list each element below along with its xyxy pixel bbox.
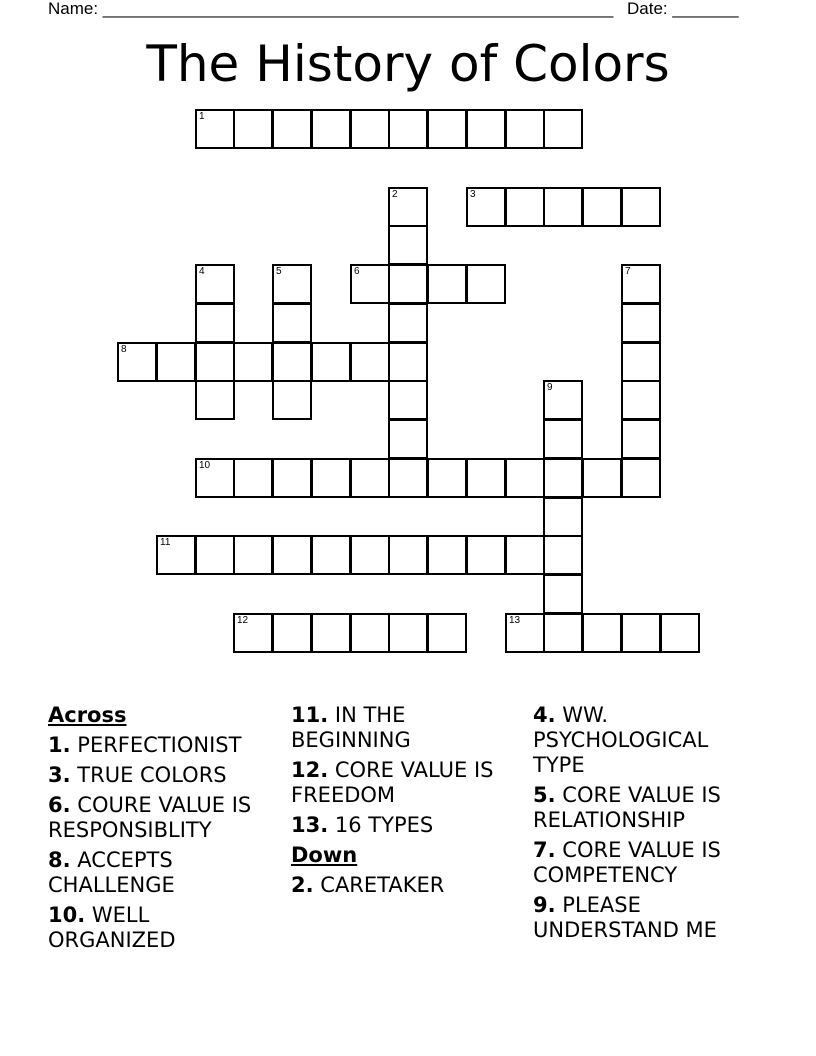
clue-text: PERFECTIONIST [77, 733, 242, 757]
clue-down-9 [533, 893, 763, 943]
cell-number: 3 [470, 189, 476, 200]
crossword-cell[interactable] [543, 458, 583, 498]
crossword-cell[interactable] [543, 613, 583, 653]
crossword-cell[interactable] [272, 613, 312, 653]
crossword-cell[interactable] [350, 458, 390, 498]
crossword-cell[interactable] [621, 187, 661, 227]
clue-across-6 [48, 793, 278, 843]
crossword-cell[interactable] [388, 342, 428, 382]
crossword-cell[interactable] [350, 109, 390, 149]
clue-down-7 [533, 838, 763, 888]
clue-down-4 [533, 703, 763, 778]
crossword-cell[interactable] [272, 109, 312, 149]
clues-column-2 [291, 703, 521, 903]
clue-text: CORE VALUE IS FREEDOM [291, 758, 494, 807]
crossword-cell[interactable] [311, 613, 351, 653]
crossword-cell[interactable] [543, 419, 583, 459]
cell-number: 5 [276, 266, 282, 277]
cell-number: 12 [237, 615, 249, 626]
crossword-cell[interactable] [195, 535, 235, 575]
crossword-cell[interactable] [195, 342, 235, 382]
name-field: Name: ______________________________________________________ [48, 0, 614, 18]
clue-across-11 [291, 703, 521, 753]
crossword-cell[interactable] [156, 535, 196, 575]
crossword-cell[interactable] [388, 225, 428, 265]
clue-number: 6. [48, 793, 71, 817]
crossword-cell[interactable] [350, 264, 390, 304]
crossword-cell[interactable] [505, 187, 545, 227]
crossword-cell[interactable] [272, 535, 312, 575]
clue-down-5 [533, 783, 763, 833]
clue-text: ACCEPTS CHALLENGE [48, 848, 175, 897]
crossword-cell[interactable] [621, 264, 661, 304]
crossword-cell[interactable] [233, 535, 273, 575]
crossword-cell[interactable] [388, 109, 428, 149]
crossword-cell[interactable] [388, 535, 428, 575]
clue-number: 4. [533, 703, 556, 727]
cell-number: 9 [547, 382, 553, 393]
clues-column-1 [48, 703, 278, 958]
clue-number: 10. [48, 903, 86, 927]
crossword-cell[interactable] [117, 342, 157, 382]
crossword-cell[interactable] [543, 574, 583, 614]
clue-number: 2. [291, 873, 314, 897]
clue-number: 9. [533, 893, 556, 917]
crossword-cell[interactable] [621, 380, 661, 420]
clue-number: 3. [48, 763, 71, 787]
crossword-cell[interactable] [505, 613, 545, 653]
crossword-cell[interactable] [466, 535, 506, 575]
crossword-cell[interactable] [272, 303, 312, 343]
crossword-cell[interactable] [466, 264, 506, 304]
crossword-cell[interactable] [621, 303, 661, 343]
crossword-cell[interactable] [466, 458, 506, 498]
clue-across-10 [48, 903, 278, 953]
crossword-cell[interactable] [543, 535, 583, 575]
crossword-cell[interactable] [195, 109, 235, 149]
crossword-cell[interactable] [543, 109, 583, 149]
crossword-cell[interactable] [621, 419, 661, 459]
crossword-cell[interactable] [195, 303, 235, 343]
clue-number: 7. [533, 838, 556, 862]
crossword-cell[interactable] [388, 380, 428, 420]
crossword-cell[interactable] [427, 458, 467, 498]
crossword-cell[interactable] [388, 187, 428, 227]
cell-number: 13 [509, 615, 521, 626]
crossword-cell[interactable] [233, 613, 273, 653]
crossword-cell[interactable] [543, 497, 583, 537]
crossword-cell[interactable] [195, 264, 235, 304]
cell-number: 7 [625, 266, 631, 277]
crossword-cell[interactable] [427, 109, 467, 149]
clue-text: COURE VALUE IS RESPONSIBLITY [48, 793, 252, 842]
crossword-cell[interactable] [388, 419, 428, 459]
cell-number: 10 [199, 460, 211, 471]
page-title: The History of Colors [146, 35, 670, 93]
crossword-cell[interactable] [350, 342, 390, 382]
crossword-cell[interactable] [388, 303, 428, 343]
clue-text: WELL ORGANIZED [48, 903, 176, 952]
crossword-cell[interactable] [582, 458, 622, 498]
clue-down-2 [291, 873, 521, 898]
clue-number: 5. [533, 783, 556, 807]
clue-across-3 [48, 763, 278, 788]
clue-number: 8. [48, 848, 71, 872]
crossword-cell[interactable] [427, 613, 467, 653]
clue-text: 16 TYPES [334, 813, 434, 837]
clue-number: 12. [291, 758, 329, 782]
clue-across-13 [291, 813, 521, 838]
crossword-cell[interactable] [427, 535, 467, 575]
clues-column-3 [533, 703, 763, 948]
crossword-cell[interactable] [388, 458, 428, 498]
crossword-cell[interactable] [195, 380, 235, 420]
crossword-cell[interactable] [195, 458, 235, 498]
crossword-cell[interactable] [233, 458, 273, 498]
clue-text: IN THE BEGINNING [291, 703, 411, 752]
crossword-cell[interactable] [272, 458, 312, 498]
crossword-cell[interactable] [311, 342, 351, 382]
crossword-cell[interactable] [621, 613, 661, 653]
crossword-cell[interactable] [582, 187, 622, 227]
crossword-cell[interactable] [427, 264, 467, 304]
crossword-cell[interactable] [660, 613, 700, 653]
crossword-cell[interactable] [466, 187, 506, 227]
crossword-cell[interactable] [272, 380, 312, 420]
crossword-cell[interactable] [233, 342, 273, 382]
crossword-cell[interactable] [466, 109, 506, 149]
clue-text: WW. PSYCHOLOGICAL TYPE [533, 703, 709, 777]
crossword-cell[interactable] [621, 458, 661, 498]
crossword-cell[interactable] [388, 264, 428, 304]
crossword-cell[interactable] [543, 187, 583, 227]
cell-number: 8 [121, 344, 127, 355]
clue-text: PLEASE UNDERSTAND ME [533, 893, 717, 942]
clue-across-8 [48, 848, 278, 898]
crossword-cell[interactable] [388, 613, 428, 653]
cell-number: 6 [354, 266, 360, 277]
crossword-cell[interactable] [350, 535, 390, 575]
crossword-cell[interactable] [505, 109, 545, 149]
crossword-cell[interactable] [505, 458, 545, 498]
across-heading: Across [48, 703, 127, 727]
crossword-cell[interactable] [350, 613, 390, 653]
date-field: Date: _______ [627, 0, 739, 18]
clue-across-12 [291, 758, 521, 808]
cell-number: 11 [160, 537, 171, 548]
clue-number: 1. [48, 733, 71, 757]
clue-across-1 [48, 733, 278, 758]
cell-number: 1 [199, 111, 205, 122]
crossword-cell[interactable] [272, 342, 312, 382]
crossword-cell[interactable] [505, 535, 545, 575]
crossword-cell[interactable] [233, 109, 273, 149]
crossword-cell[interactable] [582, 613, 622, 653]
crossword-cell[interactable] [621, 342, 661, 382]
crossword-cell[interactable] [311, 458, 351, 498]
cell-number: 2 [392, 189, 398, 200]
clue-text: CARETAKER [320, 873, 445, 897]
clue-number: 11. [291, 703, 329, 727]
clue-text: TRUE COLORS [77, 763, 227, 787]
clue-number: 13. [291, 813, 329, 837]
crossword-cell[interactable] [543, 380, 583, 420]
crossword-cell[interactable] [311, 109, 351, 149]
cell-number: 4 [199, 266, 205, 277]
clue-text: CORE VALUE IS COMPETENCY [533, 838, 721, 887]
down-heading: Down [291, 843, 358, 867]
crossword-cell[interactable] [156, 342, 196, 382]
crossword-cell[interactable] [311, 535, 351, 575]
crossword-cell[interactable] [272, 264, 312, 304]
clue-text: CORE VALUE IS RELATIONSHIP [533, 783, 721, 832]
